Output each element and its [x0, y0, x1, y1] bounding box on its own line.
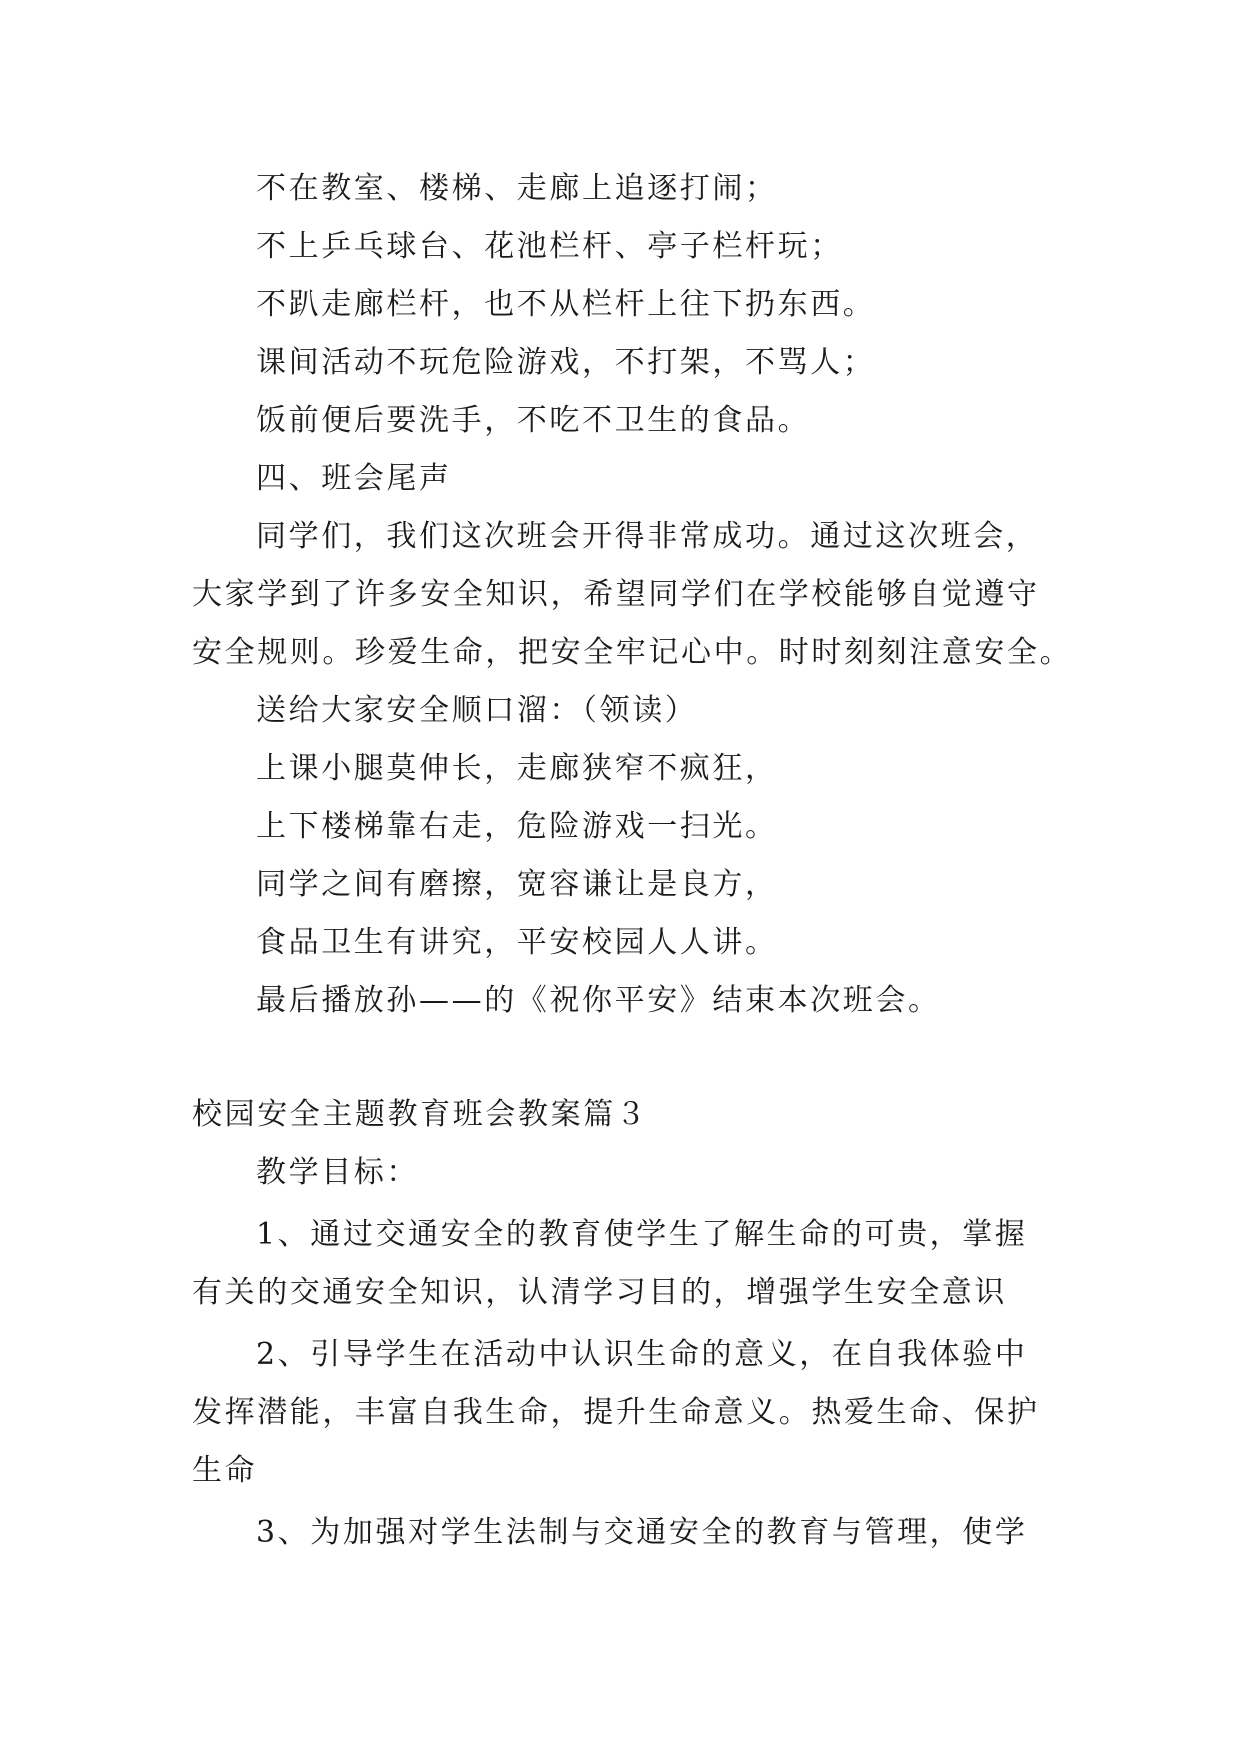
objective-2-line: 2、引导学生在活动中认识生命的意义，在自我体验中	[256, 1337, 1028, 1372]
document-body	[192, 160, 1072, 1562]
rhyme-line: 上课小腿莫伸长，走廊狭窄不疯狂，	[256, 751, 778, 786]
objectives-heading: 教学目标：	[256, 1155, 419, 1190]
rhyme-line: 同学之间有磨擦，宽容谦让是良方，	[256, 867, 778, 902]
ending-line: 最后播放孙——的《祝你平安》结束本次班会。	[256, 983, 941, 1018]
rule-line: 不趴走廊栏杆，也不从栏杆上往下扔东西。	[256, 287, 876, 322]
objective-1-line: 1、通过交通安全的教育使学生了解生命的可贵，掌握	[256, 1217, 1028, 1252]
objective-2-line: 生命	[192, 1453, 258, 1488]
article-title: 校园安全主题教育班会教案篇３	[192, 1097, 649, 1132]
rule-line: 课间活动不玩危险游戏，不打架，不骂人；	[256, 345, 876, 380]
rule-line: 饭前便后要洗手，不吃不卫生的食品。	[256, 403, 811, 438]
closing-paragraph-line: 同学们，我们这次班会开得非常成功。通过这次班会，	[256, 519, 1039, 554]
closing-paragraph-line: 大家学到了许多安全知识，希望同学们在学校能够自觉遵守	[192, 577, 1040, 612]
rhyme-line: 食品卫生有讲究，平安校园人人讲。	[256, 925, 778, 960]
objective-2-line: 发挥潜能，丰富自我生命，提升生命意义。热爱生命、保护	[192, 1395, 1040, 1430]
objective-1-line: 有关的交通安全知识，认清学习目的，增强学生安全意识	[192, 1275, 1007, 1310]
rhyme-intro: 送给大家安全顺口溜：（领读）	[256, 693, 698, 728]
section-four-heading: 四、班会尾声	[256, 461, 452, 496]
rhyme-line: 上下楼梯靠右走，危险游戏一扫光。	[256, 809, 778, 844]
closing-paragraph-line: 安全规则。珍爱生命，把安全牢记心中。时时刻刻注意安全。	[192, 635, 1073, 670]
rule-line: 不在教室、楼梯、走廊上追逐打闹；	[256, 171, 778, 206]
rule-line: 不上乒乓球台、花池栏杆、亭子栏杆玩；	[256, 229, 843, 264]
objective-3-line: 3、为加强对学生法制与交通安全的教育与管理，使学	[256, 1515, 1028, 1550]
